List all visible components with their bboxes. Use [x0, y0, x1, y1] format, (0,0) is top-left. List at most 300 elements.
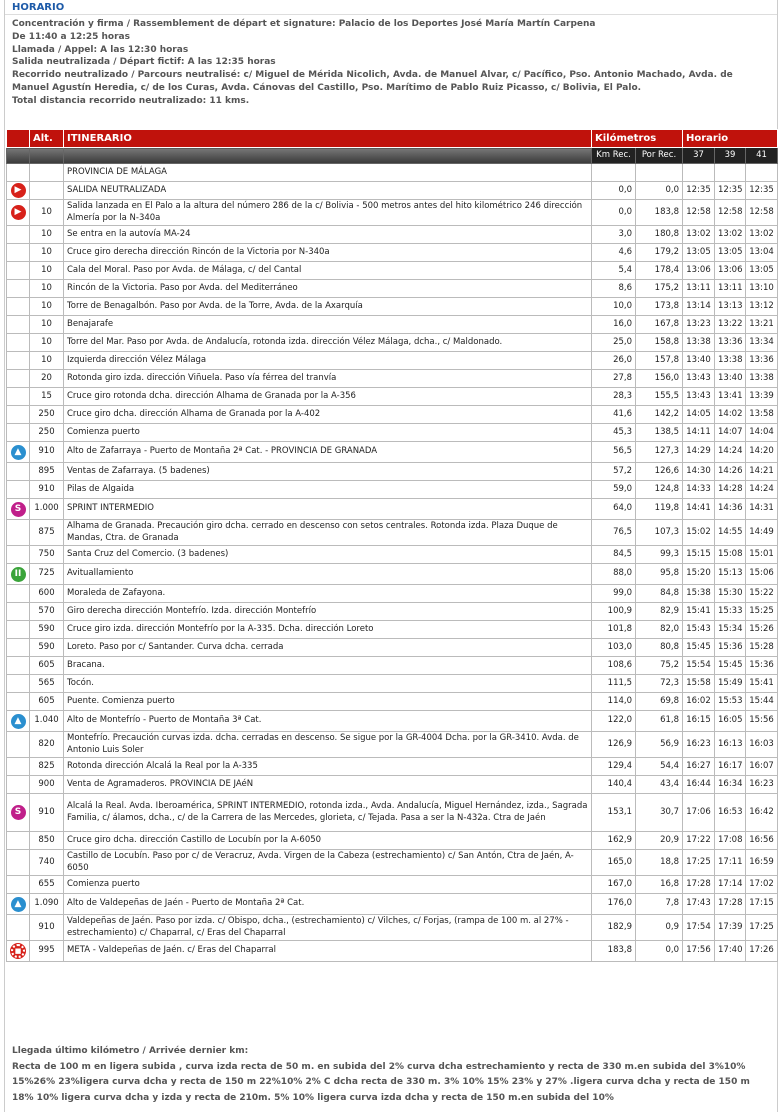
row-time-37: 17:43	[683, 894, 715, 915]
row-km-done: 28,3	[592, 388, 636, 406]
row-time-37: 16:15	[683, 711, 715, 732]
finish-flag-icon: ■	[11, 944, 25, 958]
row-km-done	[592, 164, 636, 182]
row-description: Giro derecha dirección Montefrío. Izda. dirección Montefrío	[64, 603, 592, 621]
row-time-39: 12:35	[715, 182, 746, 200]
row-icon-cell	[7, 585, 30, 603]
row-km-remaining: 72,3	[636, 675, 683, 693]
row-icon-cell	[7, 520, 30, 546]
table-row	[7, 520, 778, 546]
row-time-39: 17:14	[715, 876, 746, 894]
row-time-37: 13:14	[683, 298, 715, 316]
row-time-41: 13:39	[746, 388, 778, 406]
table-row	[7, 262, 778, 280]
row-km-done: 183,8	[592, 941, 636, 962]
row-time-39: 16:34	[715, 776, 746, 794]
row-km-done: 88,0	[592, 564, 636, 585]
row-altitude: 995	[30, 941, 64, 962]
table-row	[7, 915, 778, 941]
row-altitude: 750	[30, 546, 64, 564]
row-altitude: 1.040	[30, 711, 64, 732]
row-description: Cruce giro derecha dirección Rincón de la Victoria por N-340a	[64, 244, 592, 262]
row-km-done: 8,6	[592, 280, 636, 298]
row-km-remaining: 99,3	[636, 546, 683, 564]
row-time-41: 17:25	[746, 915, 778, 941]
row-icon-cell	[7, 941, 30, 962]
row-icon-cell	[7, 298, 30, 316]
row-description: Rotonda giro izda. dirección Viñuela. Paso vía férrea del tranvía	[64, 370, 592, 388]
row-description: Torre de Benagalbón. Paso por Avda. de la Torre, Avda. de la Axarquía	[64, 298, 592, 316]
row-time-41: 16:56	[746, 832, 778, 850]
row-altitude: 565	[30, 675, 64, 693]
row-km-remaining: 82,0	[636, 621, 683, 639]
row-time-39: 17:08	[715, 832, 746, 850]
row-time-37: 16:02	[683, 693, 715, 711]
row-altitude: 20	[30, 370, 64, 388]
row-time-37: 16:23	[683, 732, 715, 758]
row-description: Alhama de Granada. Precaución giro dcha. cerrado en descenso con setos centrales. Rotonda izda. Plaza Duque de Mandas, Ctra. de Granada	[64, 520, 592, 546]
row-icon-cell	[7, 442, 30, 463]
subheader-blank	[7, 148, 30, 164]
row-altitude: 10	[30, 334, 64, 352]
table-row	[7, 406, 778, 424]
row-time-41: 16:59	[746, 850, 778, 876]
row-km-done: 64,0	[592, 499, 636, 520]
row-altitude: 740	[30, 850, 64, 876]
row-km-done: 114,0	[592, 693, 636, 711]
header-icon-col	[7, 130, 30, 148]
row-time-41: 16:07	[746, 758, 778, 776]
table-row	[7, 244, 778, 262]
row-km-done: 4,6	[592, 244, 636, 262]
row-description: Cruce giro dcha. dirección Alhama de Granada por la A-402	[64, 406, 592, 424]
subheader-speed-39: 39	[715, 148, 746, 164]
row-time-37: 15:38	[683, 585, 715, 603]
row-time-41: 15:36	[746, 657, 778, 675]
row-time-41: 16:42	[746, 794, 778, 832]
row-km-done: 41,6	[592, 406, 636, 424]
row-km-remaining: 56,9	[636, 732, 683, 758]
row-icon-cell	[7, 352, 30, 370]
table-row	[7, 499, 778, 520]
row-time-39: 17:11	[715, 850, 746, 876]
row-time-41: 13:38	[746, 370, 778, 388]
row-altitude: 15	[30, 388, 64, 406]
row-time-37: 12:58	[683, 200, 715, 226]
row-km-done: 176,0	[592, 894, 636, 915]
row-time-41: 14:24	[746, 481, 778, 499]
section-title: HORARIO	[5, 0, 777, 15]
table-row	[7, 564, 778, 585]
row-time-41: 14:21	[746, 463, 778, 481]
subheader-speed-37: 37	[683, 148, 715, 164]
row-description: Cruce giro dcha. dirección Castillo de Locubín por la A-6050	[64, 832, 592, 850]
row-time-37: 13:43	[683, 388, 715, 406]
table-row	[7, 334, 778, 352]
row-km-remaining: 82,9	[636, 603, 683, 621]
row-km-done: 3,0	[592, 226, 636, 244]
row-altitude: 820	[30, 732, 64, 758]
row-km-done: 76,5	[592, 520, 636, 546]
row-km-remaining: 178,4	[636, 262, 683, 280]
row-description: Santa Cruz del Comercio. (3 badenes)	[64, 546, 592, 564]
row-time-41: 13:02	[746, 226, 778, 244]
row-description: Cruce giro izda. dirección Montefrío por la A-335. Dcha. dirección Loreto	[64, 621, 592, 639]
row-icon-cell	[7, 406, 30, 424]
table-row	[7, 200, 778, 226]
row-time-41: 17:26	[746, 941, 778, 962]
row-description: Alcalá la Real. Avda. Iberoamérica, SPRINT INTERMEDIO, rotonda izda., Avda. Andalucía, Miguel Hernández, izda., Sagrada Familia, c/ álamos, dcha., c/ de la Carrera de las Mercedes, glorieta, c/ Tejada. Pasa a ser la N-432a. Ctra de Jaén	[64, 794, 592, 832]
last-km-info	[12, 1044, 772, 1106]
row-time-39: 14:55	[715, 520, 746, 546]
row-km-done: 5,4	[592, 262, 636, 280]
row-time-37: 14:05	[683, 406, 715, 424]
table-row	[7, 639, 778, 657]
info-neutral-distance: Total distancia recorrido neutralizado: 11 kms.	[12, 95, 250, 106]
row-km-remaining: 175,2	[636, 280, 683, 298]
row-time-39: 15:34	[715, 621, 746, 639]
row-description: Izquierda dirección Vélez Málaga	[64, 352, 592, 370]
row-description: Ventas de Zafarraya. (5 badenes)	[64, 463, 592, 481]
row-time-37: 15:02	[683, 520, 715, 546]
table-row	[7, 711, 778, 732]
row-altitude: 605	[30, 693, 64, 711]
table-row	[7, 621, 778, 639]
row-icon-cell	[7, 711, 30, 732]
subheader-km-rec: Km Rec.	[592, 148, 636, 164]
row-icon-cell	[7, 226, 30, 244]
row-km-remaining: 180,8	[636, 226, 683, 244]
table-row	[7, 463, 778, 481]
row-time-39: 16:05	[715, 711, 746, 732]
table-row	[7, 280, 778, 298]
row-km-done: 111,5	[592, 675, 636, 693]
row-icon-cell	[7, 262, 30, 280]
row-km-done: 129,4	[592, 758, 636, 776]
row-altitude: 910	[30, 915, 64, 941]
row-time-37: 16:27	[683, 758, 715, 776]
table-row	[7, 675, 778, 693]
row-time-41: 15:06	[746, 564, 778, 585]
table-row	[7, 182, 778, 200]
row-icon-cell	[7, 499, 30, 520]
row-icon-cell	[7, 316, 30, 334]
info-neutral-route: Recorrido neutralizado / Parcours neutralisé: c/ Miguel de Mérida Nicolich, Avda. de Manuel Alvar, c/ Pacífico, Pso. Antonio Machado, Avda. de Manuel Agustín Heredia, c/ de los Curas, Avda. Cánovas del Castillo, Pso. Marítimo de Pablo Ruiz Picasso, c/ Bolivia, El Palo.	[12, 70, 733, 93]
row-km-remaining: 107,3	[636, 520, 683, 546]
row-km-remaining: 142,2	[636, 406, 683, 424]
row-description: Venta de Agramaderos. PROVINCIA DE JAéN	[64, 776, 592, 794]
row-km-remaining: 158,8	[636, 334, 683, 352]
row-time-37	[683, 164, 715, 182]
row-icon-cell	[7, 388, 30, 406]
row-icon-cell	[7, 164, 30, 182]
row-altitude: 825	[30, 758, 64, 776]
row-altitude: 850	[30, 832, 64, 850]
row-time-37: 13:23	[683, 316, 715, 334]
subheader-blank	[30, 148, 64, 164]
row-time-37: 14:33	[683, 481, 715, 499]
row-time-37: 17:28	[683, 876, 715, 894]
row-altitude: 250	[30, 406, 64, 424]
row-time-39: 13:05	[715, 244, 746, 262]
row-description: Cala del Moral. Paso por Avda. de Málaga, c/ del Cantal	[64, 262, 592, 280]
row-altitude: 590	[30, 621, 64, 639]
row-time-41: 15:41	[746, 675, 778, 693]
row-description: Comienza puerto	[64, 876, 592, 894]
feed-zone-icon: II	[11, 567, 26, 582]
row-time-39: 14:36	[715, 499, 746, 520]
row-km-remaining: 18,8	[636, 850, 683, 876]
row-km-done: 103,0	[592, 639, 636, 657]
row-altitude: 1.000	[30, 499, 64, 520]
row-time-39: 15:30	[715, 585, 746, 603]
table-row	[7, 832, 778, 850]
row-description: SALIDA NEUTRALIZADA	[64, 182, 592, 200]
table-row	[7, 850, 778, 876]
row-icon-cell	[7, 603, 30, 621]
row-km-remaining: 30,7	[636, 794, 683, 832]
row-km-done: 100,9	[592, 603, 636, 621]
row-km-done: 122,0	[592, 711, 636, 732]
row-km-done: 16,0	[592, 316, 636, 334]
row-time-39: 13:02	[715, 226, 746, 244]
row-km-remaining: 7,8	[636, 894, 683, 915]
row-icon-cell	[7, 200, 30, 226]
row-time-37: 15:15	[683, 546, 715, 564]
row-km-done: 162,9	[592, 832, 636, 850]
row-altitude: 875	[30, 520, 64, 546]
row-km-remaining: 43,4	[636, 776, 683, 794]
row-time-41: 13:36	[746, 352, 778, 370]
row-km-remaining: 127,3	[636, 442, 683, 463]
row-altitude: 10	[30, 352, 64, 370]
row-time-37: 13:11	[683, 280, 715, 298]
row-icon-cell	[7, 280, 30, 298]
row-time-39: 15:36	[715, 639, 746, 657]
itinerary-table	[6, 129, 778, 962]
row-icon-cell	[7, 758, 30, 776]
row-km-remaining: 167,8	[636, 316, 683, 334]
row-time-39: 15:45	[715, 657, 746, 675]
row-description: SPRINT INTERMEDIO	[64, 499, 592, 520]
row-km-done: 56,5	[592, 442, 636, 463]
table-row	[7, 388, 778, 406]
row-icon-cell	[7, 794, 30, 832]
row-time-41: 13:04	[746, 244, 778, 262]
row-time-41: 16:03	[746, 732, 778, 758]
row-altitude: 655	[30, 876, 64, 894]
row-time-37: 17:56	[683, 941, 715, 962]
table-row	[7, 298, 778, 316]
row-time-41: 15:01	[746, 546, 778, 564]
row-time-37: 14:11	[683, 424, 715, 442]
row-time-41: 13:12	[746, 298, 778, 316]
row-km-done: 84,5	[592, 546, 636, 564]
row-time-37: 13:05	[683, 244, 715, 262]
row-description: Benajarafe	[64, 316, 592, 334]
row-time-41: 17:02	[746, 876, 778, 894]
row-km-remaining: 119,8	[636, 499, 683, 520]
table-row	[7, 941, 778, 962]
row-time-37: 17:06	[683, 794, 715, 832]
row-altitude	[30, 164, 64, 182]
row-km-remaining: 84,8	[636, 585, 683, 603]
row-altitude: 10	[30, 280, 64, 298]
row-time-39: 13:13	[715, 298, 746, 316]
row-icon-cell	[7, 463, 30, 481]
row-description: Moraleda de Zafayona.	[64, 585, 592, 603]
table-row	[7, 776, 778, 794]
table-row	[7, 794, 778, 832]
row-altitude: 590	[30, 639, 64, 657]
row-icon-cell	[7, 481, 30, 499]
itinerary-rows	[7, 164, 778, 962]
row-km-done: 0,0	[592, 182, 636, 200]
row-time-39: 15:08	[715, 546, 746, 564]
row-km-remaining	[636, 164, 683, 182]
row-km-done: 153,1	[592, 794, 636, 832]
row-description: Puente. Comienza puerto	[64, 693, 592, 711]
row-time-39: 17:39	[715, 915, 746, 941]
row-altitude: 910	[30, 481, 64, 499]
row-km-done: 57,2	[592, 463, 636, 481]
row-description: Cruce giro rotonda dcha. dirección Alhama de Granada por la A-356	[64, 388, 592, 406]
row-description: Alto de Montefrío - Puerto de Montaña 3ª Cat.	[64, 711, 592, 732]
row-time-41: 14:31	[746, 499, 778, 520]
row-time-37: 15:43	[683, 621, 715, 639]
row-time-37: 13:43	[683, 370, 715, 388]
row-altitude: 250	[30, 424, 64, 442]
row-time-37: 13:38	[683, 334, 715, 352]
row-icon-cell	[7, 675, 30, 693]
row-km-done: 0,0	[592, 200, 636, 226]
row-icon-cell	[7, 776, 30, 794]
stage-info	[5, 15, 777, 127]
row-altitude: 725	[30, 564, 64, 585]
row-time-41: 13:58	[746, 406, 778, 424]
row-description: PROVINCIA DE MÁLAGA	[64, 164, 592, 182]
row-description: Se entra en la autovía MA-24	[64, 226, 592, 244]
row-altitude: 10	[30, 226, 64, 244]
table-row	[7, 316, 778, 334]
row-time-39: 15:13	[715, 564, 746, 585]
row-km-done: 165,0	[592, 850, 636, 876]
subheader-por-rec: Por Rec.	[636, 148, 683, 164]
mountain-icon: ▲	[11, 445, 26, 460]
table-row	[7, 370, 778, 388]
row-time-37: 13:06	[683, 262, 715, 280]
row-altitude: 900	[30, 776, 64, 794]
row-time-41: 15:22	[746, 585, 778, 603]
row-altitude: 10	[30, 262, 64, 280]
row-description: Salida lanzada en El Palo a la altura del número 286 de la c/ Bolivia - 500 metros antes del hito kilométrico 246 dirección Almería por la N-340a	[64, 200, 592, 226]
row-icon-cell	[7, 564, 30, 585]
row-time-37: 15:20	[683, 564, 715, 585]
row-time-37: 17:22	[683, 832, 715, 850]
row-km-remaining: 16,8	[636, 876, 683, 894]
row-time-37: 15:41	[683, 603, 715, 621]
header-itinerario: ITINERARIO	[64, 130, 592, 148]
row-km-remaining: 0,0	[636, 941, 683, 962]
row-km-remaining: 69,8	[636, 693, 683, 711]
row-time-41: 14:04	[746, 424, 778, 442]
row-time-41: 15:28	[746, 639, 778, 657]
row-altitude: 600	[30, 585, 64, 603]
row-icon-cell	[7, 424, 30, 442]
start-flag-icon: ▶	[11, 205, 26, 220]
row-altitude: 1.090	[30, 894, 64, 915]
row-altitude: 10	[30, 200, 64, 226]
row-altitude: 895	[30, 463, 64, 481]
row-km-done: 140,4	[592, 776, 636, 794]
row-altitude: 10	[30, 316, 64, 334]
row-icon-cell	[7, 370, 30, 388]
row-description: Rotonda dirección Alcalá la Real por la A-335	[64, 758, 592, 776]
row-time-37: 13:02	[683, 226, 715, 244]
table-row	[7, 876, 778, 894]
table-row	[7, 894, 778, 915]
row-time-39: 17:28	[715, 894, 746, 915]
row-time-39: 16:53	[715, 794, 746, 832]
last-km-text: Recta de 100 m en ligera subida , curva izda recta de 50 m. en subida del 2% curva dcha estrechamiento y recta de 330 m.en subida del 3%10% 15%26% 23%ligera curva dcha y recta de 150 m 22%10% 2% C dcha recta de 330 m. 3% 10% 15% 23% y 27% .ligera curva dcha y recta de 150 m 18% 10% ligera curva dcha y izda y recta de 210m. 5% 10% ligera curva izda dcha y recta de 150 m.en subida del 10%	[12, 1061, 750, 1103]
row-km-remaining: 20,9	[636, 832, 683, 850]
row-km-remaining: 80,8	[636, 639, 683, 657]
row-km-done: 59,0	[592, 481, 636, 499]
row-time-41: 17:15	[746, 894, 778, 915]
row-time-41: 15:25	[746, 603, 778, 621]
row-time-39: 13:11	[715, 280, 746, 298]
table-row	[7, 758, 778, 776]
row-icon-cell	[7, 244, 30, 262]
row-time-41: 14:49	[746, 520, 778, 546]
table-row	[7, 693, 778, 711]
table-row	[7, 481, 778, 499]
row-km-remaining: 61,8	[636, 711, 683, 732]
row-time-41: 13:10	[746, 280, 778, 298]
row-time-37: 12:35	[683, 182, 715, 200]
info-neutral-start: Salida neutralizada / Départ fictif: A las 12:35 horas	[12, 57, 276, 68]
row-time-39: 17:40	[715, 941, 746, 962]
row-km-remaining: 179,2	[636, 244, 683, 262]
info-call: Llamada / Appel: A las 12:30 horas	[12, 44, 189, 55]
row-time-39: 16:17	[715, 758, 746, 776]
row-time-39: 12:58	[715, 200, 746, 226]
row-time-39	[715, 164, 746, 182]
row-time-41: 16:23	[746, 776, 778, 794]
row-time-37: 15:45	[683, 639, 715, 657]
row-time-39: 16:13	[715, 732, 746, 758]
row-time-37: 14:30	[683, 463, 715, 481]
row-time-41: 13:05	[746, 262, 778, 280]
row-altitude: 910	[30, 794, 64, 832]
row-icon-cell	[7, 850, 30, 876]
row-km-done: 108,6	[592, 657, 636, 675]
row-km-remaining: 95,8	[636, 564, 683, 585]
header-horario: Horario	[683, 130, 778, 148]
row-time-39: 14:24	[715, 442, 746, 463]
row-description: Bracana.	[64, 657, 592, 675]
row-icon-cell	[7, 657, 30, 675]
row-icon-cell	[7, 894, 30, 915]
row-km-remaining: 0,9	[636, 915, 683, 941]
table-row	[7, 424, 778, 442]
table-row	[7, 352, 778, 370]
table-row	[7, 585, 778, 603]
table-subheader-row	[7, 148, 778, 164]
row-km-done: 167,0	[592, 876, 636, 894]
info-concentration-time: De 11:40 a 12:25 horas	[12, 31, 130, 42]
table-row	[7, 226, 778, 244]
